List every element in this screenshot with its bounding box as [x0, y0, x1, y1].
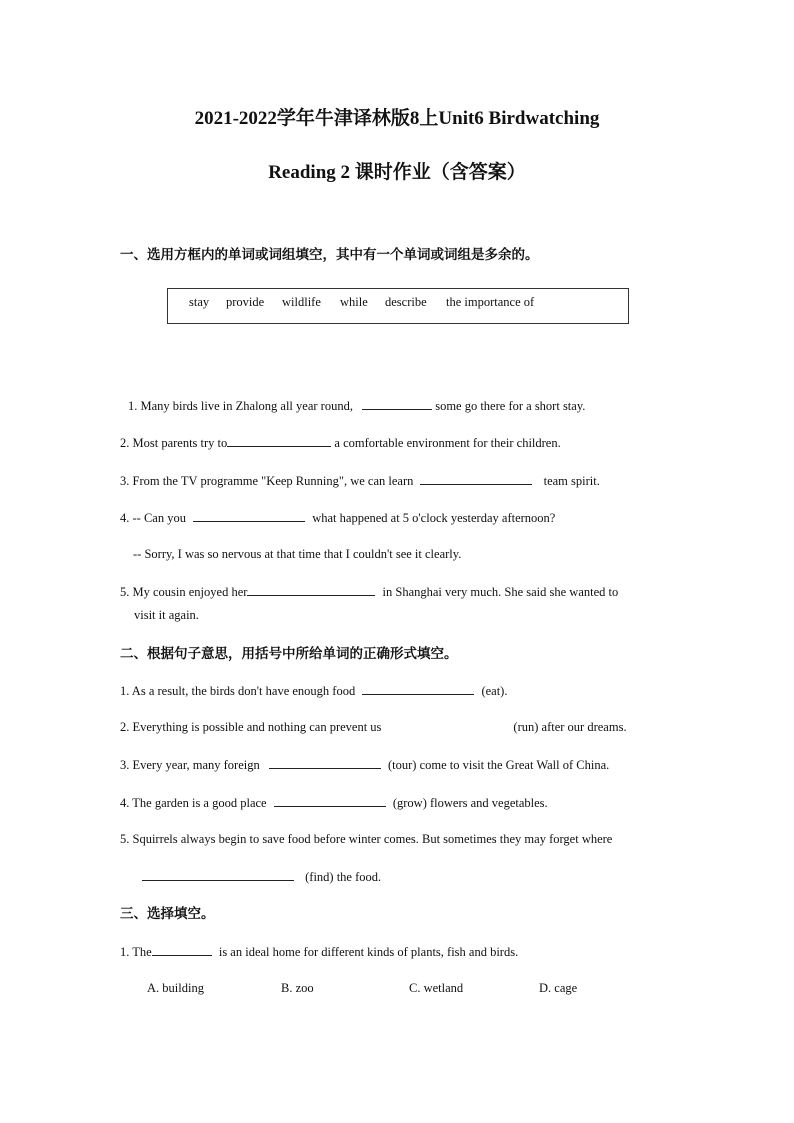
section3-heading: 三、选择填空。 — [120, 906, 215, 922]
question-s1-5: 5. My cousin enjoyed her in Shanghai very much. She said she wanted to — [120, 585, 619, 599]
doc-title-line1: 2021-2022学年牛津译林版8上Unit6 Birdwatching — [194, 108, 600, 129]
doc-title-line2: Reading 2 课时作业（含答案） — [268, 162, 526, 183]
word-bank-box — [167, 288, 629, 324]
answer-blank[interactable] — [152, 943, 212, 956]
answer-blank[interactable] — [142, 868, 294, 881]
option-a[interactable]: A. building — [147, 981, 204, 995]
answer-blank[interactable] — [227, 434, 331, 447]
section2-heading: 二、根据句子意思，用括号中所给单词的正确形式填空。 — [120, 646, 458, 662]
question-s2-1: 1. As a result, the birds don't have enough food (eat). — [120, 684, 508, 698]
section1-heading: 一、选用方框内的单词或词组填空，其中有一个单词或词组是多余的。 — [120, 247, 539, 263]
question-s2-4: 4. The garden is a good place (grow) flowers and vegetables. — [120, 796, 548, 810]
question-s1-2: 2. Most parents try to a comfortable environment for their children. — [120, 436, 561, 450]
question-s1-3: 3. From the TV programme "Keep Running", we can learn team spirit. — [120, 474, 600, 488]
answer-blank[interactable] — [247, 583, 375, 596]
question-s1-4-reply: -- Sorry, I was so nervous at that time that I couldn't see it clearly. — [133, 547, 462, 561]
word-bank-item: while — [340, 295, 368, 309]
word-bank-item: describe — [385, 295, 427, 309]
question-s1-4: 4. -- Can you what happened at 5 o'clock yesterday afternoon? — [120, 511, 556, 525]
question-s1-1: 1. Many birds live in Zhalong all year round, some go there for a short stay. — [128, 399, 586, 413]
question-s2-3: 3. Every year, many foreign (tour) come to visit the Great Wall of China. — [120, 758, 610, 772]
option-b[interactable]: B. zoo — [281, 981, 314, 995]
word-bank-item: provide — [226, 295, 265, 309]
answer-blank[interactable] — [362, 682, 474, 695]
answer-blank[interactable] — [274, 794, 386, 807]
question-s2-5: 5. Squirrels always begin to save food before winter comes. But sometimes they may forget where — [120, 832, 613, 846]
answer-blank[interactable] — [420, 472, 532, 485]
question-s2-5-cont: (find) the food. — [142, 868, 381, 885]
answer-blank[interactable] — [193, 509, 305, 522]
answer-blank[interactable] — [269, 756, 381, 769]
word-bank-item: wildlife — [282, 295, 321, 309]
question-s2-2: 2. Everything is possible and nothing can prevent us (run) after our dreams. — [120, 720, 627, 734]
question-s1-5-cont: visit it again. — [134, 608, 199, 622]
word-bank-item: the importance of — [446, 295, 535, 309]
question-s3-1: 1. The is an ideal home for different kinds of plants, fish and birds. — [120, 945, 519, 959]
word-bank-item: stay — [189, 295, 210, 309]
answer-blank[interactable] — [362, 397, 432, 410]
option-d[interactable]: D. cage — [539, 981, 578, 995]
option-c[interactable]: C. wetland — [409, 981, 464, 995]
